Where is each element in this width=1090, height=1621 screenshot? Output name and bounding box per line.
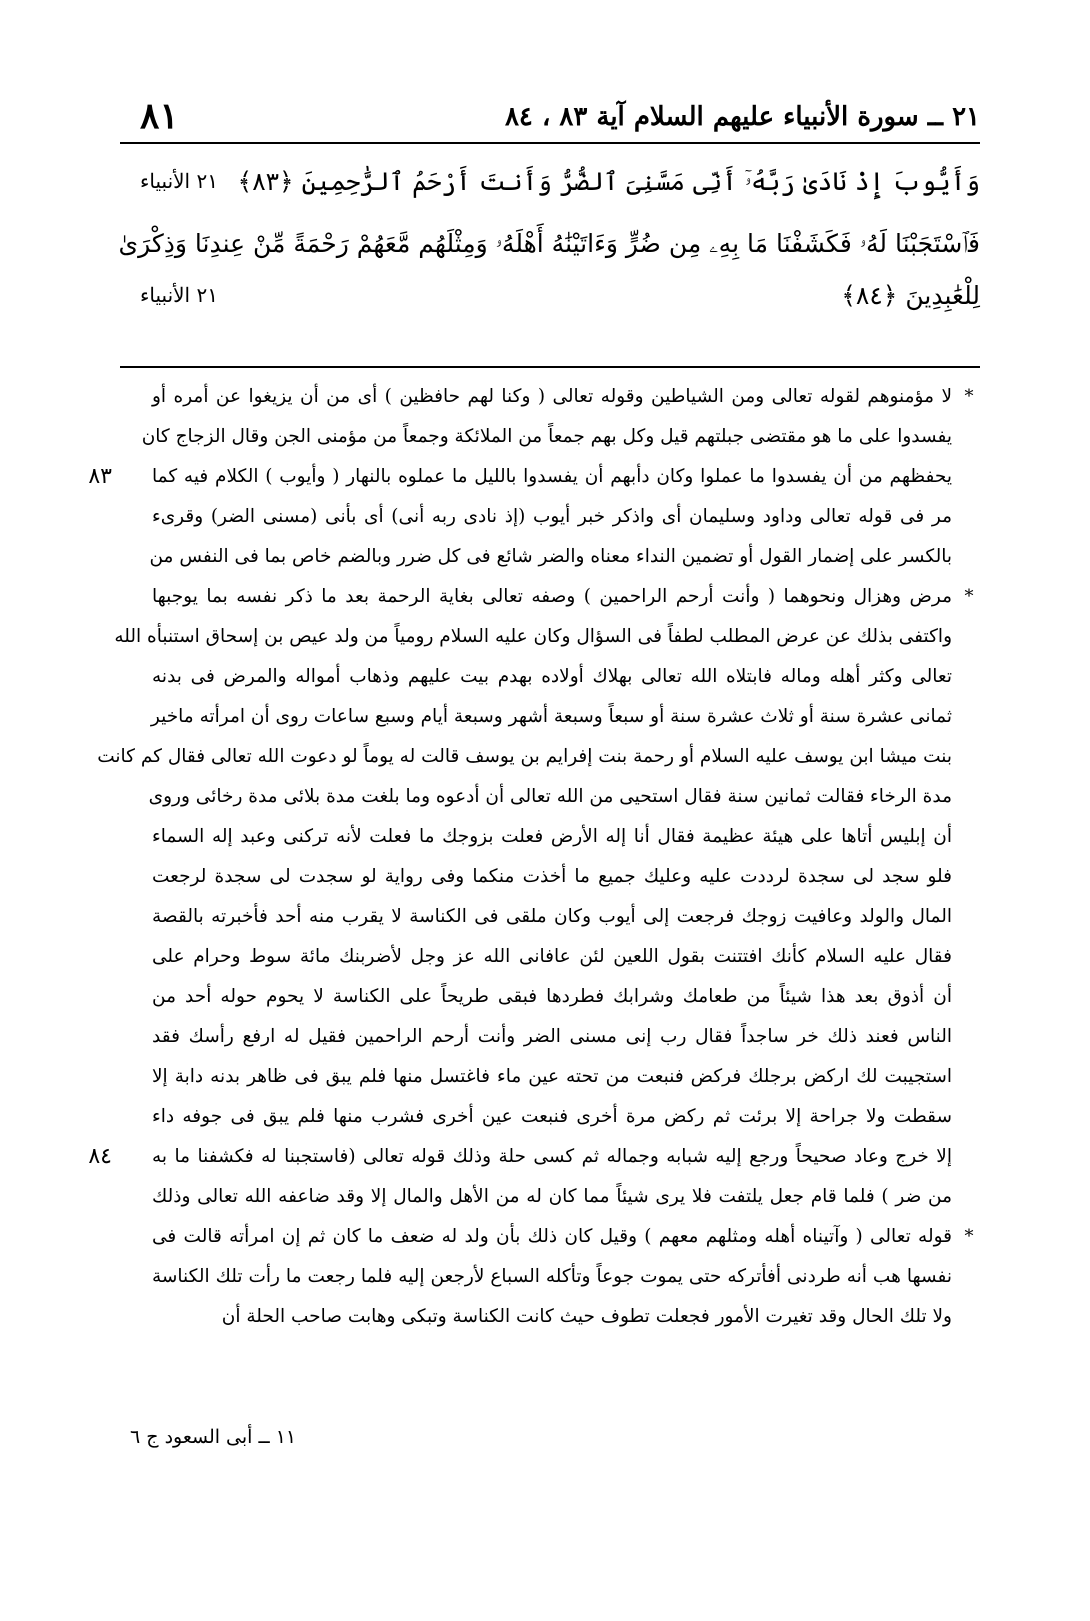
quran-verses: [118, 158, 980, 324]
commentary-line: [88, 1138, 980, 1178]
commentary-body: [88, 378, 980, 1338]
commentary-text: من ضر ) فلما قام جعل يلتفت فلا يرى شيئاً مما كان له من الأهل والمال إلا وقد ضاعفه الله تعالى وذلك: [152, 1186, 952, 1207]
verse-text: وَأَيُّوبَ إِذْ نَادَىٰ رَبَّهُۥٓ أَنِّى مَسَّنِىَ ٱلضُّرُّ وَأَنتَ أَرْحَمُ ٱلرَّٰحِمِينَ ﴿٨٣﴾: [237, 167, 980, 196]
commentary-line: [120, 858, 980, 898]
commentary-line: [120, 1018, 980, 1058]
page-number: ٨١: [140, 95, 179, 137]
verse-reference: ٢١ الأنبياء: [140, 283, 218, 307]
commentary-line: [120, 578, 980, 618]
commentary-text: استجيبت لك اركض برجلك فركض فنبعت من تحته عين ماء فاغتسل منها فلم يبق فى ظاهر بدنه دابة إلا: [152, 1066, 952, 1087]
commentary-line: [120, 418, 980, 458]
commentary-line: [120, 938, 980, 978]
commentary-line: [120, 1218, 980, 1258]
commentary-text: بالكسر على إضمار القول أو تضمين النداء معناه والضر شائع فى كل ضرر وبالضم خاص بما فى النفس من: [149, 546, 952, 567]
commentary-line: [120, 1178, 980, 1218]
verse-line: [118, 220, 980, 272]
commentary-line: [120, 538, 980, 578]
commentary-text: فلو سجد لى سجدة لرددت عليه وعليك جميع ما أخذت منكما وفى رواية لو سجدت لى سجدة لرجعت: [152, 866, 952, 887]
section-marker: *: [964, 1226, 974, 1247]
commentary-text: ولا تلك الحال وقد تغيرت الأمور فجعلت تطوف حيث كانت الكناسة وتبكى وهابت صاحب الحلة أن: [221, 1306, 952, 1327]
commentary-line: [114, 618, 980, 658]
commentary-line: [120, 898, 980, 938]
margin-verse-number: ٨٤: [88, 1144, 112, 1169]
verse-reference: ٢١ الأنبياء: [140, 169, 218, 193]
commentary-line: [97, 738, 980, 778]
commentary-text: نفسها هب أنه طردنى أفأتركه حتى يموت جوعاً وتأكله السباع لأرجعن إليه فلما رجعت ما رأت تلك الكناسة: [152, 1266, 952, 1287]
commentary-line: [120, 698, 980, 738]
commentary-text: يفسدوا على ما هو مقتضى جبلتهم قيل وكل بهم جمعاً من الملائكة وجمعاً من مؤمنى الجن وقال الزجاج كان: [141, 426, 952, 447]
commentary-text: لا مؤمنوهم لقوله تعالى ومن الشياطين وقوله تعالى ( وكنا لهم حافظين ) أى من أن يزيغوا عن أمره أو: [152, 386, 952, 407]
commentary-text: إلا خرج وعاد صحيحاً ورجع إليه شبابه وجماله ثم كسى حلة وذلك قوله تعالى (فاستجبنا له فكشفنا ما به: [152, 1146, 952, 1167]
commentary-text: الناس فعند ذلك خر ساجداً فقال رب إنى مسنى الضر وأنت أرحم الراحمين فقيل له ارفع رأسك فقد: [152, 1026, 952, 1047]
verse-line: [140, 272, 980, 324]
commentary-text: أن إبليس أتاها على هيئة عظيمة فقال أنا إله الأرض فعلت بزوجك ما فعلت لأنه تركنى وعبد إله السماء: [152, 826, 952, 847]
commentary-line: [120, 818, 980, 858]
commentary-text: سقطت ولا جراحة إلا برئت ثم ركض مرة أخرى فنبعت عين أخرى فشرب منها فلم يبق فى جوفه داء: [152, 1106, 952, 1127]
commentary-text: مدة الرخاء فقالت ثمانين سنة فقال استحيى من الله تعالى أن أدعوه وما بلغت مدة بلائى مدة رخائى وروى: [148, 786, 952, 807]
commentary-line: [88, 458, 980, 498]
running-title: ٢١ ــ سورة الأنبياء عليهم السلام آية ٨٣ ، ٨٤: [504, 102, 980, 132]
commentary-text: مرض وهزال ونحوهما ( وأنت أرحم الراحمين ) وصفه تعالى بغاية الرحمة بعد ما ذكر نفسه بما يوجبها: [152, 586, 952, 607]
commentary-line: [120, 1058, 980, 1098]
commentary-text: تعالى وكثر أهله وماله فابتلاه الله تعالى بهلاك أولاده بهدم بيت عليهم وذهاب أمواله والمرض فى بدنه: [152, 666, 952, 687]
commentary-text: يحفظهم من أن يفسدوا ما عملوا وكان دأبهم أن يفسدوا بالليل ما عملوه بالنهار ( وأيوب ) الكلام فيه كما: [152, 466, 952, 487]
commentary-text: بنت ميشا ابن يوسف عليه السلام أو رحمة بنت إفرايم بن يوسف قالت له يوماً لو دعوت الله تعالى فقال كم كانت: [97, 746, 952, 767]
page-footer: ١١ ــ أبى السعود ج ٦: [130, 1426, 297, 1448]
verse-text: فَٱسْتَجَبْنَا لَهُۥ فَكَشَفْنَا مَا بِهِۦ مِن ضُرٍّ وَءَاتَيْنَٰهُ أَهْلَهُۥ وَمِثْلَهُم مَّعَهُمْ رَحْمَةً مِّنْ عِندِنَا وَذِكْرَىٰ: [118, 229, 980, 258]
commentary-line: [120, 378, 980, 418]
section-marker: *: [964, 586, 974, 607]
verse-text: لِلْعَٰبِدِينَ ﴿٨٤﴾: [841, 281, 980, 310]
commentary-line: [120, 658, 980, 698]
commentary-text: ثمانى عشرة سنة أو ثلاث عشرة سنة أو سبعاً وسبعة أشهر وسبعة أيام وسبع ساعات روى أن امرأته ماخير: [150, 706, 952, 727]
header-rule: [120, 142, 980, 144]
commentary-line: [120, 1098, 980, 1138]
commentary-text: واكتفى بذلك عن عرض المطلب لطفاً فى السؤال وكان عليه السلام رومياً من ولد عيص بن إسحاق استنبأه الله: [114, 626, 952, 647]
verse-line: [140, 158, 980, 210]
commentary-text: مر فى قوله تعالى وداود وسليمان أى واذكر خبر أيوب (إذ نادى ربه أنى) أى بأنى (مسنى الضر) وقرىء: [152, 506, 952, 527]
commentary-line: [120, 1298, 980, 1338]
section-marker: *: [964, 386, 974, 407]
commentary-text: فقال عليه السلام كأنك افتتنت بقول اللعين لئن عافانى الله عز وجل لأضربنك مائة سوط وحرام على: [152, 946, 952, 967]
commentary-line: [120, 778, 980, 818]
verse-divider-rule: [120, 366, 980, 368]
commentary-text: أن أذوق بعد هذا شيئاً من طعامك وشرابك فطردها فبقى طريحاً على الكناسة لا يحوم حوله أحد من: [152, 986, 952, 1007]
commentary-text: المال والولد وعافيت زوجك فرجعت إلى أيوب وكان ملقى فى الكناسة لا يقرب منه أحد فأخبرته بالقصة: [152, 906, 952, 927]
commentary-line: [120, 1258, 980, 1298]
commentary-line: [120, 498, 980, 538]
commentary-text: قوله تعالى ( وآتيناه أهله ومثلهم معهم ) وقيل كان ذلك بأن ولد له ضعف ما كان ثم إن امرأته قالت فى: [152, 1226, 952, 1247]
commentary-line: [120, 978, 980, 1018]
page-header: [120, 96, 980, 136]
margin-verse-number: ٨٣: [88, 464, 112, 489]
